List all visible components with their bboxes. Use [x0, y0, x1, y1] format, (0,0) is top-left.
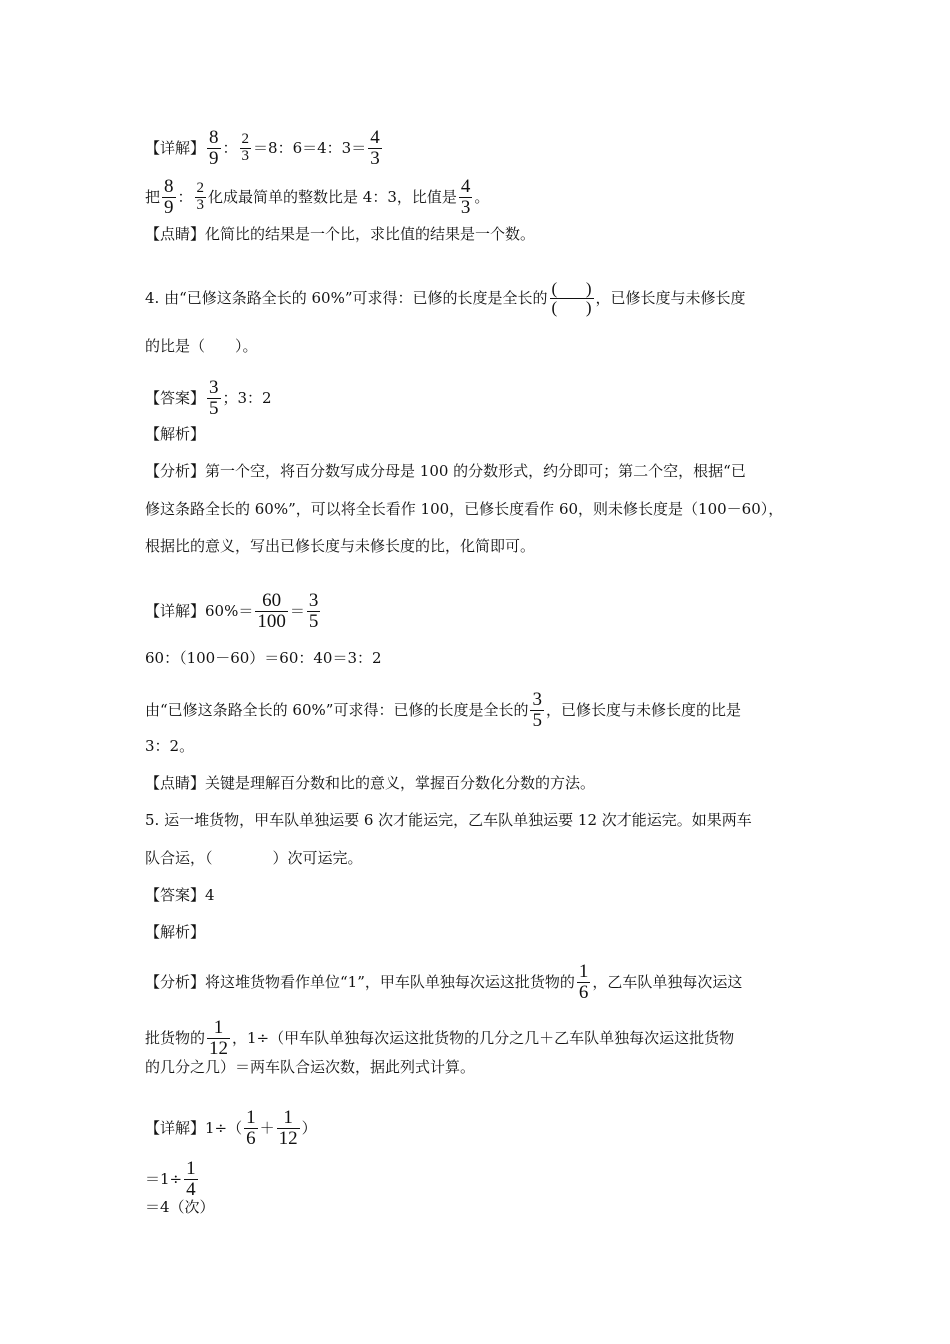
fraction-3-5: $\frac{3}{5}$: [308, 590, 319, 632]
fraction-60-100: $\frac{60}{100}$: [257, 590, 286, 632]
analysis-line-2: 修这条路全长的 60%”，可以将全长看作 100，已修长度看作 60，则未修长度是（100－60），: [145, 500, 784, 518]
analysis-5-line-1: 【分析】将这堆货物看作单位“1”，甲车队单独每次运这批货物的 $\frac{1}{6}$ ，乙车队单独每次运这: [145, 961, 743, 1003]
analysis-5-line-2: 批货物的 $\frac{1}{12}$ ，1÷（甲车队单独每次运这批货物的几分之几＋乙车队单独每次运这批货物: [145, 1017, 735, 1059]
detail-label: 【详解】: [145, 139, 206, 158]
question-5-line-2: 队合运，（ ）次可运完。: [145, 849, 363, 867]
tip-line-2: 【点睛】关键是理解百分数和比的意义，掌握百分数化分数的方法。: [145, 774, 596, 792]
conclusion-line-2: 3：2。: [145, 737, 195, 755]
fraction-3-5: $\frac{3}{5}$: [209, 377, 219, 419]
fraction-4-3: $\frac{4}{3}$: [460, 176, 471, 218]
detail-5-line-1: 【详解】1÷（ $\frac{1}{6}$ ＋ $\frac{1}{12}$ ）: [145, 1107, 317, 1149]
fraction-8-9: $\frac{8}{9}$: [164, 176, 174, 218]
fraction-1-6: $\frac{1}{6}$: [578, 961, 589, 1003]
fraction-3-5: $\frac{3}{5}$: [532, 689, 542, 731]
fraction-1-4: $\frac{1}{4}$: [186, 1158, 196, 1200]
fraction-1-12: $\frac{1}{12}$: [209, 1017, 229, 1059]
question-4-line-1: 4. 由“已修这条路全长的 60%”可求得：已修的长度是全长的 ( ) ( ) ，已修长度与未修长度: [145, 279, 746, 317]
detail-5-line-3: ＝4（次）: [145, 1198, 215, 1216]
analysis-line-3: 根据比的意义，写出已修长度与未修长度的比，化简即可。: [145, 537, 536, 555]
analysis-label-5: 【解析】: [145, 923, 206, 941]
conclusion-line-1: 由“已修这条路全长的 60%”可求得：已修的长度是全长的 $\frac{3}{5}$ ，已修长度与未修长度的比是: [145, 689, 741, 731]
answer-line: 【答案】 $\frac{3}{5}$ ；3：2: [145, 377, 272, 419]
analysis-line-1: 【分析】第一个空，将百分数写成分母是 100 的分数形式，约分即可；第二个空，根据“已: [145, 462, 746, 480]
detail-line-2: 把 $\frac{8}{9}$ ： $\frac{2}{3}$ 化成最简单的整数比是 4：3，比值是 $\frac{4}{3}$ 。: [145, 176, 490, 218]
detail-line: 【详解】60%＝ $\frac{60}{100}$ ＝ $\frac{3}{5}$: [145, 590, 319, 632]
calc-line: 60：（100－60）＝60：40＝3：2: [145, 649, 382, 667]
fraction-8-9: $\frac{8}{9}$: [209, 127, 219, 169]
fraction-2-3: $\frac{2}{3}$: [196, 180, 205, 213]
blank-fraction[interactable]: ( ) ( ): [551, 279, 592, 317]
fraction-1-6: $\frac{1}{6}$: [246, 1107, 256, 1149]
fraction-4-3: $\frac{4}{3}$: [370, 127, 380, 169]
fraction-1-12: $\frac{1}{12}$: [278, 1107, 298, 1149]
tip-line: 【点睛】化简比的结果是一个比，求比值的结果是一个数。: [145, 225, 536, 243]
fraction-2-3: $\frac{2}{3}$: [241, 131, 250, 164]
question-4-line-2: 的比是（ ）。: [145, 337, 258, 355]
analysis-label: 【解析】: [145, 425, 206, 443]
detail-line-1: 【详解】 $\frac{8}{9}$ ： $\frac{2}{3}$ ＝8：6＝4：3＝ $\frac{4}{3}$: [145, 127, 380, 169]
question-5-line-1: 5. 运一堆货物，甲车队单独运要 6 次才能运完，乙车队单独运要 12 次才能运完。如果两车: [145, 811, 752, 829]
answer-line-5: 【答案】4: [145, 886, 215, 904]
detail-5-line-2: ＝1÷ $\frac{1}{4}$: [145, 1158, 196, 1200]
analysis-5-line-3: 的几分之几）＝两车队合运次数，据此列式计算。: [145, 1058, 476, 1076]
